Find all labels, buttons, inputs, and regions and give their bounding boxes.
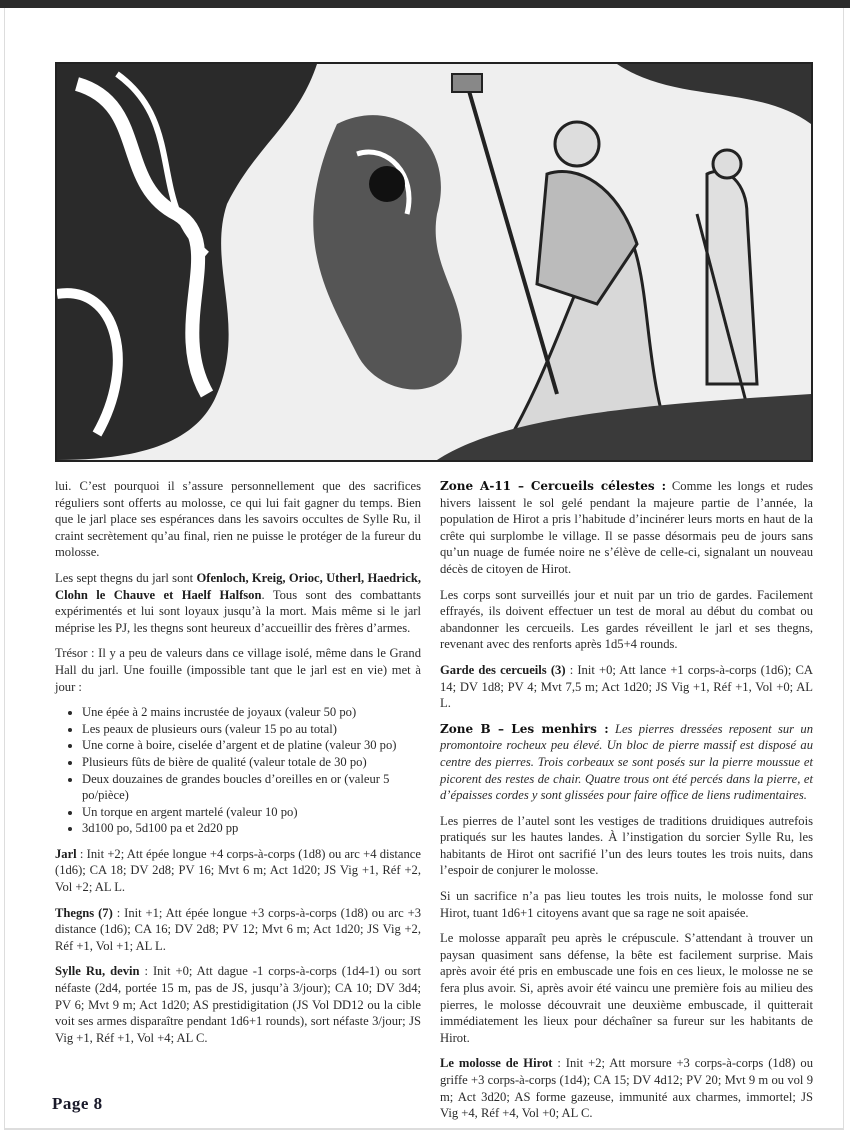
- paragraph-sacrifice: Si un sacrifice n’a pas lieu toutes les trois nuits, le molosse fond sur Hirot, tuant 1d6+1 citoyens avant que sa rage ne soit apaisée.: [440, 889, 813, 920]
- zone-b: Zone B – Les menhirs : Les pierres dressées reposent sur un promontoire rocheux peu élevé. Un bloc de pierre massif est disposé au centre des pierres. Trois corbeaux se sont posés sur la pierre moussue et picorent des restes de chair. Quatre trous ont été percés dans la pierre, et d’épaisses cordes y sont glissées pour faire office de liens rudimentaires.: [440, 721, 813, 803]
- list-item: • Une épée à 2 mains incrustée de joyaux (valeur 50 po): [82, 704, 421, 721]
- stat-block-hound: Le molosse de Hirot : Init +2; Att morsure +3 corps-à-corps (1d8) ou griffe +3 corps-à-corps (1d4); CA 15; DV 4d12; PV 20; Mvt 9 m ou vol 9 m; Act 3d20; AS forme gazeuse, immunité aux charmes, immortel; JS Vig +4, Réf +4, Vol +0; AL C.: [440, 1056, 813, 1121]
- list-item: • Les peaux de plusieurs ours (valeur 15 po au total): [82, 721, 421, 738]
- left-column: [55, 478, 421, 1055]
- zone-a11-heading: Zone A-11 – Cercueils célestes :: [440, 479, 667, 493]
- list-item: • Deux douzaines de grandes boucles d’oreilles en or (valeur 5 po/pièce): [82, 771, 421, 804]
- paragraph-jarl-sacrifices: lui. C’est pourquoi il s’assure personnellement que des sacrifices réguliers sont offerts au molosse, ce qui lui fait gagner du temps. Bien que le jarl place ses espérances dans les savoirs occultes de Sylle Ru, il craint secrètement qu’au final, rien ne puisse le protéger de la fureur du molosse.: [55, 479, 421, 560]
- stat-block-jarl: Jarl : Init +2; Att épée longue +4 corps-à-corps (1d8) ou arc +4 distance (1d6); CA 18; DV 2d8; PV 16; Mvt 6 m; Act 1d20; JS Vig +1, Réf +2, Vol +2; AL L.: [55, 846, 421, 895]
- list-item: • Un torque en argent martelé (valeur 10 po): [82, 804, 421, 821]
- right-column: [440, 478, 813, 1131]
- stat-block-thegns: Thegns (7) : Init +1; Att épée longue +3 corps-à-corps (1d8) ou arc +3 distance (1d6); CA 16; DV 2d8; PV 12; Mvt 6 m; Act 1d20; JS Vig +2, Réf +1, Vol +1; AL L.: [55, 905, 421, 953]
- page-number: Page 8: [52, 1094, 103, 1113]
- paragraph-guards: Les corps sont surveillés jour et nuit par un trio de gardes. Facilement effrayés, ils doivent effectuer un test de moral au début du combat ou abandonner les cercueils. Les gardes réveillent le jarl et ses thegns, revenant avec des renforts après 1d5+4 rounds.: [440, 587, 813, 652]
- treasure-label: Trésor: [55, 646, 88, 661]
- top-bar: [0, 0, 850, 8]
- zone-a11: Zone A-11 – Cercueils célestes : Comme les longs et rudes hivers laissent le sol gelé pendant la majeure partie de l’année, la population de Hirot a pris l’habitude d’incinérer leurs morts en haut de la crête qui surplombe le village. Il se passe désormais peu de jours sans qu’un nuage de fumée noire ne s’élève de celle-ci, signalant un nouveau décès de citoyen de Hirot.: [440, 479, 813, 576]
- paragraph-dusk: Le molosse apparaît peu après le crépuscule. S’attendant à trouver un paysan quasiment sans défense, la bête est facilement surprise. Mais après avoir été pris en embuscade une fois en ces lieux, le molosse ne se fera plus avoir. Si, après avoir été vaincu une première fois au milieu des pierres, le molosse découvrait une deuxième embuscade, il quitterait immédiatement les lieux pour déchaîner sa fureur sur les habitants de Hirot.: [440, 931, 813, 1045]
- stat-block-guards: Garde des cercueils (3) : Init +0; Att lance +1 corps-à-corps (1d6); CA 14; DV 1d8; PV 4; Mvt 7,5 m; Act 1d20; JS Vig +1, Réf +1, Vol +0; AL L.: [440, 662, 813, 711]
- list-item: • 3d100 po, 5d100 pa et 2d20 pp: [82, 820, 421, 837]
- paragraph-thegns: Les sept thegns du jarl sont Ofenloch, Kreig, Orioc, Utherl, Haedrick, Clohn le Chauve et Haelf Halfson. Tous sont des combattants expérimentés et lui sont loyaux jusqu’à la mort. Mais même si le jarl méprise les PJ, les thegns sont heureux d’accueillir des frères d’armes.: [55, 570, 421, 635]
- thegn-names: Ofenloch, Kreig, Orioc, Utherl, Haedrick, Clohn le Chauve et Haelf Halfson: [55, 570, 421, 602]
- treasure-list: [55, 704, 421, 837]
- illustration: [55, 62, 813, 462]
- hound-attack-drawing: [57, 64, 811, 460]
- paragraph-treasure: Trésor : Il y a peu de valeurs dans ce village isolé, même dans le Grand Hall du jarl. Une fouille (impossible tant que le jarl est en vie) met à jour :: [55, 646, 421, 694]
- list-item: • Plusieurs fûts de bière de qualité (valeur totale de 30 po): [82, 754, 421, 771]
- zone-b-heading: Zone B – Les menhirs :: [440, 721, 609, 736]
- stat-block-sylle-ru: Sylle Ru, devin : Init +0; Att dague -1 corps-à-corps (1d4-1) ou sort néfaste (2d4, portée 15 m, pas de JS, jusqu’à 3/jour); CA 10; DV 3d4; PV 6; Mvt 9 m; Act 1d20; AS prestidigitation (JS Vol DD12 ou la cible voit ses armes disparaître pendant 1d6+1 rounds), sort néfaste 3/jour; JS Vig +1, Réf +1, Vol +4; AL C.: [55, 964, 422, 1045]
- paragraph-altar: Les pierres de l’autel sont les vestiges de traditions druidiques autrefois pratiqués sur les hautes landes. À l’instigation du sorcier Sylle Ru, les habitants de Hirot ont sacrifié l’un des leurs toutes les trois nuits, dans l’espoir de conjurer le molosse.: [440, 813, 813, 878]
- list-item: • Une corne à boire, ciselée d’argent et de platine (valeur 30 po): [82, 737, 421, 754]
